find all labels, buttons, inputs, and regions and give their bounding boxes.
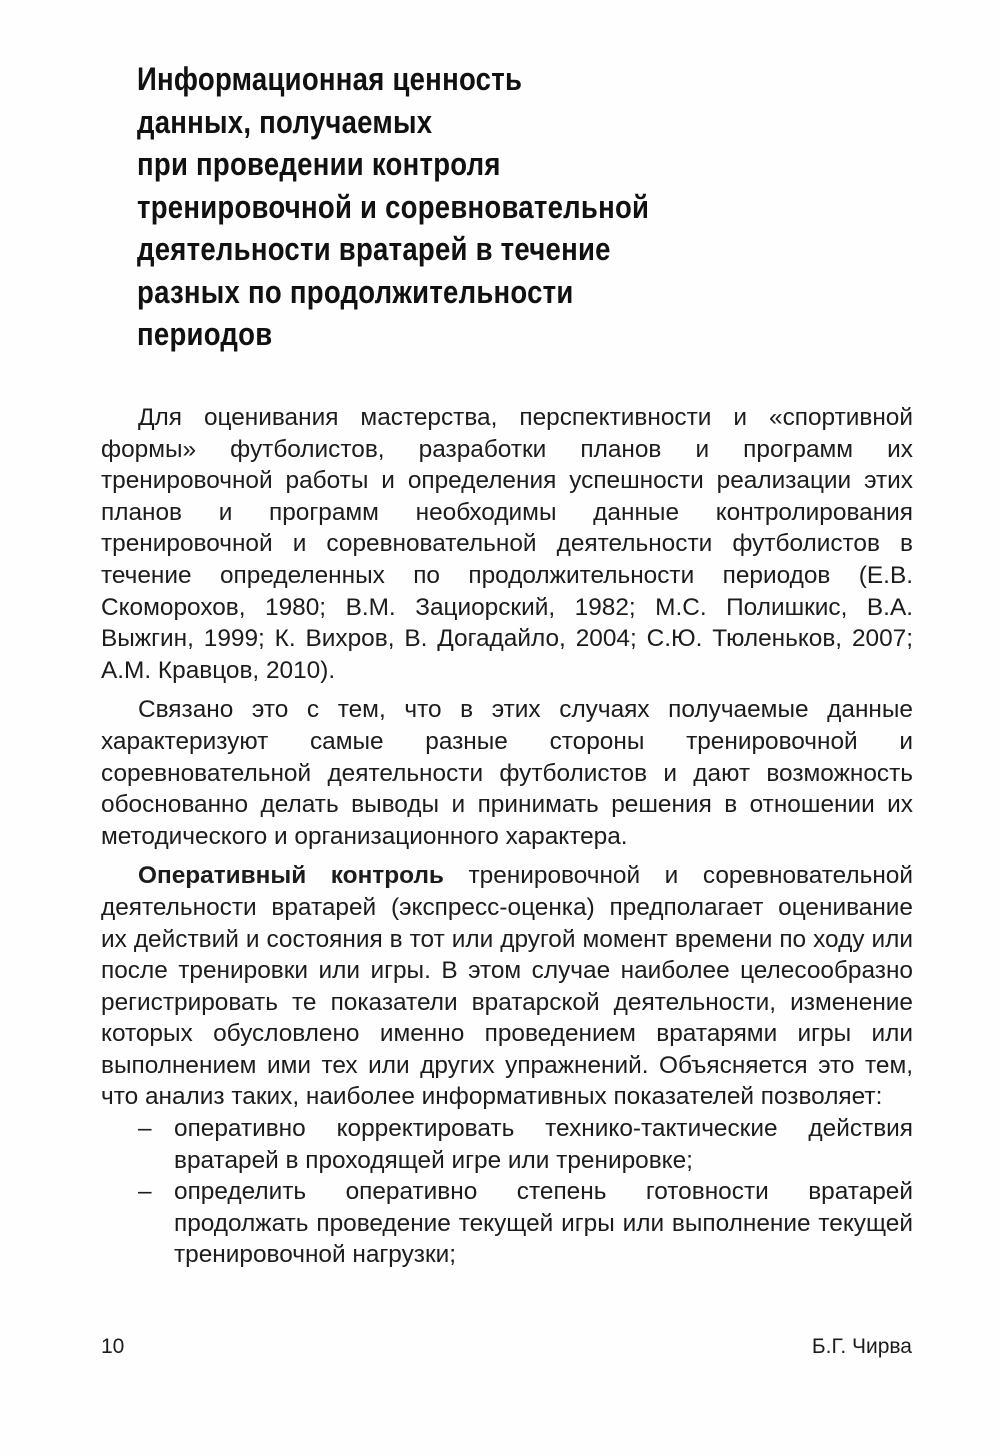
title-line: Информационная ценность: [137, 61, 523, 97]
title-line: деятельности вратарей в течение: [137, 231, 611, 267]
paragraph-3-text: тренировочной и соревновательной деятельности вратарей (экспресс-оценка) предполагает оценивание их действий и состояния в тот или другой момент времени по ходу или после тренировки или игры. В этом случае наиболее целесообразно регистрировать те показатели вратарской деятельности, изменение которых обусловлено именно проведением вратарями игры или выполнением ими тех или других упражнений. Объясняется это тем, что анализ таких, наиболее информативных показателей позволяет:: [101, 862, 913, 1111]
list-dash: –: [138, 1115, 152, 1143]
title-line: данных, получаемых: [137, 103, 433, 140]
section-title: [137, 58, 670, 356]
benefit-list: [101, 1113, 913, 1271]
list-item: [101, 1176, 913, 1271]
paragraph-1: Для оценивания мастерства, перспективности и «спортивной формы» футболистов, разработки планов и программ их тренировочной работы и определения успешности реализации этих планов и программ необходимы данные контролирования тренировочной и соревновательной деятельности футболистов в течение определенных по продолжительности периодов (Е.В. Скоморохов, 1980; В.М. Зациорский, 1982; М.С. Полишкис, В.А. Выжгин, 1999; К. Вихров, В. Догадайло, 2004; С.Ю. Тюленьков, 2007; А.М. Кравцов, 2010).: [101, 404, 913, 684]
page-number: 10: [101, 1335, 125, 1358]
author-name: Б.Г. Чирва: [811, 1335, 912, 1358]
title-line: тренировочной и соревновательной: [137, 188, 650, 225]
title-line: разных по продолжительности: [137, 273, 574, 310]
body-text: [101, 402, 913, 1271]
title-line: периодов: [137, 316, 273, 352]
list-dash: –: [138, 1178, 152, 1206]
list-item-text: определить оперативно степень готовности вратарей продолжать проведение текущей игры или выполнение текущей тренировочной нагрузки;: [174, 1178, 913, 1269]
title-line: при проведении контроля: [137, 146, 501, 182]
paragraph-2: Связано это с тем, что в этих случаях получаемые данные характеризуют самые разные стороны тренировочной и соревновательной деятельности футболистов и дают возможность обоснованно делать выводы и принимать решения в отношении их методического и организационного характера.: [101, 696, 913, 850]
list-item-text: оперативно корректировать технико-тактические действия вратарей в проходящей игре или тренировке;: [174, 1115, 913, 1174]
paragraph-3: [101, 860, 913, 1113]
term-operative-control: Оперативный контроль: [138, 862, 444, 890]
list-item: [101, 1113, 913, 1176]
